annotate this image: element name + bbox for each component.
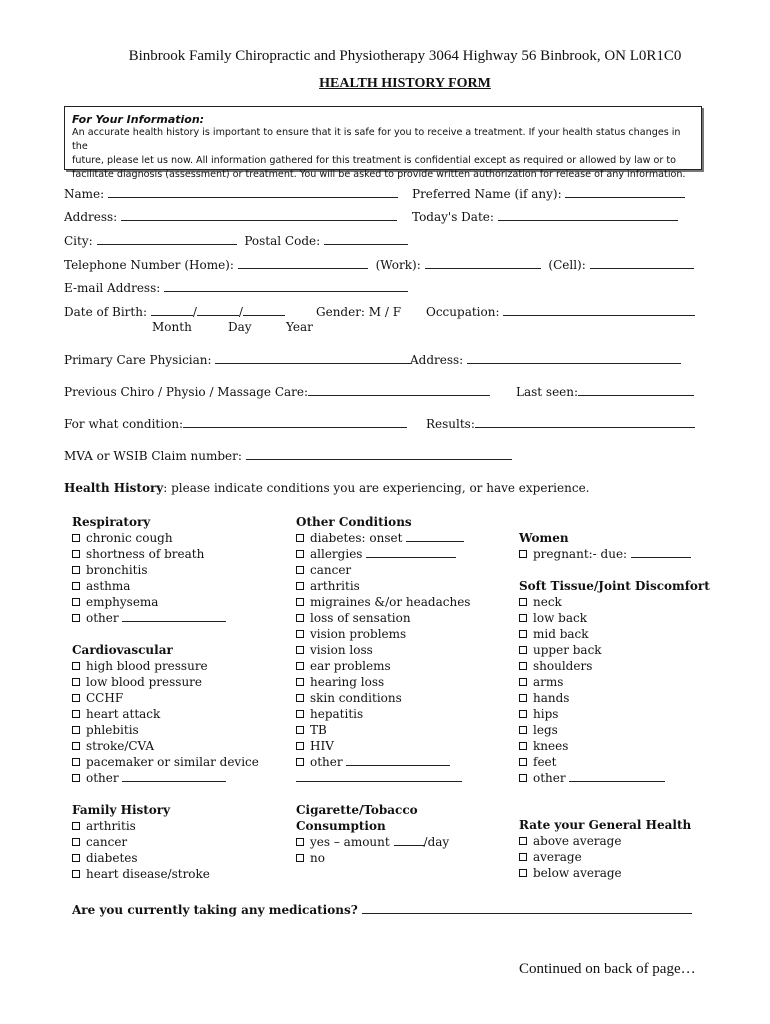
dob-day-caption: Day <box>228 320 252 334</box>
checkbox[interactable] <box>519 837 527 845</box>
item-label: hips <box>533 707 559 721</box>
item-label: shortness of breath <box>86 547 205 561</box>
item-label: loss of sensation <box>310 611 411 625</box>
item-label: feet <box>533 755 557 769</box>
pcp-address-blank[interactable] <box>467 353 681 364</box>
soft-tissue-item[interactable] <box>519 642 710 658</box>
checkbox[interactable] <box>72 838 80 846</box>
item-label: other <box>533 771 566 785</box>
item-label: hearing loss <box>310 675 385 689</box>
checkbox[interactable] <box>519 630 527 638</box>
soft-tissue-item[interactable] <box>519 658 710 674</box>
tobacco-heading: Cigarette/Tobacco <box>296 803 418 817</box>
primary-care-label: Primary Care Physician: <box>64 353 212 367</box>
other-extra-line[interactable] <box>296 770 470 786</box>
address-field[interactable] <box>64 210 397 224</box>
name-blank[interactable] <box>108 187 398 198</box>
condition-item[interactable] <box>296 754 470 770</box>
gender-field[interactable]: Gender: M / F <box>316 305 402 319</box>
checkbox[interactable] <box>296 646 304 654</box>
per-day-label: /day <box>423 835 450 849</box>
health-history-label: Health History <box>64 481 164 495</box>
checkbox[interactable] <box>72 726 80 734</box>
item-label: ear problems <box>310 659 391 673</box>
preferred-name-blank[interactable] <box>565 187 685 198</box>
telephone-home-blank[interactable] <box>238 258 368 269</box>
other-blank[interactable] <box>122 771 226 782</box>
continued-note: Continued on back of page… <box>519 961 696 977</box>
item-label: pacemaker or similar device <box>86 755 259 769</box>
results-field[interactable] <box>426 417 695 431</box>
checkbox[interactable] <box>72 550 80 558</box>
respiratory-item[interactable] <box>72 594 259 610</box>
checkbox[interactable] <box>296 630 304 638</box>
item-label: HIV <box>310 739 334 753</box>
soft-tissue-item[interactable] <box>519 610 710 626</box>
checkbox[interactable] <box>296 694 304 702</box>
cardiovascular-item[interactable] <box>72 690 259 706</box>
item-label: TB <box>310 723 327 737</box>
item-label: cancer <box>86 835 128 849</box>
item-label: other <box>86 611 119 625</box>
mva-label: MVA or WSIB Claim number: <box>64 449 242 463</box>
other-conditions-heading: Other Conditions <box>296 515 412 529</box>
dob-year-blank[interactable] <box>243 305 285 316</box>
soft-tissue-item[interactable] <box>519 722 710 738</box>
condition-item[interactable] <box>296 738 470 754</box>
item-label: below average <box>533 866 622 880</box>
condition-item[interactable] <box>296 530 470 546</box>
cardiovascular-item[interactable] <box>72 658 259 674</box>
checkbox[interactable] <box>72 774 80 782</box>
item-label: skin conditions <box>310 691 402 705</box>
checkbox[interactable] <box>72 566 80 574</box>
checkbox[interactable] <box>296 854 304 862</box>
city-blank[interactable] <box>97 234 237 245</box>
women-item[interactable] <box>519 546 691 562</box>
item-label: vision problems <box>310 627 407 641</box>
checkbox[interactable] <box>72 598 80 606</box>
item-label: chronic cough <box>86 531 173 545</box>
respiratory-heading: Respiratory <box>72 515 151 529</box>
due-blank[interactable] <box>631 547 691 558</box>
soft-tissue-item[interactable] <box>519 594 710 610</box>
results-blank[interactable] <box>475 417 695 428</box>
checkbox[interactable] <box>519 614 527 622</box>
item-label: low blood pressure <box>86 675 203 689</box>
cardiovascular-item[interactable] <box>72 722 259 738</box>
checkbox[interactable] <box>72 758 80 766</box>
condition-blank[interactable] <box>183 417 407 428</box>
item-label: low back <box>533 611 587 625</box>
mva-field[interactable] <box>64 449 512 463</box>
checkbox[interactable] <box>296 614 304 622</box>
checkbox[interactable] <box>72 710 80 718</box>
checkbox[interactable] <box>72 694 80 702</box>
women-heading: Women <box>519 531 569 545</box>
respiratory-item[interactable] <box>72 562 259 578</box>
checkbox[interactable] <box>296 534 304 542</box>
respiratory-item[interactable] <box>72 610 259 626</box>
general-health-item[interactable] <box>519 833 691 849</box>
item-label: diabetes <box>86 851 138 865</box>
soft-tissue-item[interactable] <box>519 738 710 754</box>
preferred-name-label: Preferred Name (if any): <box>412 187 562 201</box>
item-label: arthritis <box>86 819 136 833</box>
condition-item[interactable] <box>296 674 470 690</box>
checkbox[interactable] <box>519 758 527 766</box>
city-field[interactable] <box>64 234 408 248</box>
pcp-address-label: Address: <box>410 353 464 367</box>
email-label: E-mail Address: <box>64 281 161 295</box>
checkbox[interactable] <box>296 550 304 558</box>
dob-slash: / <box>238 305 243 319</box>
checkbox[interactable] <box>72 582 80 590</box>
item-label: pregnant:- due: <box>533 547 628 561</box>
name-field[interactable] <box>64 187 398 201</box>
dob-day-blank[interactable] <box>197 305 239 316</box>
clinic-header: Binbrook Family Chiropractic and Physiotherapy 3064 Highway 56 Binbrook, ON L0R1C0 <box>128 48 682 64</box>
item-label: other <box>86 771 119 785</box>
checkbox[interactable] <box>296 710 304 718</box>
pcp-address-field[interactable] <box>410 353 681 367</box>
checkbox[interactable] <box>296 678 304 686</box>
checkbox[interactable] <box>296 662 304 670</box>
dob-field[interactable] <box>64 305 285 319</box>
telephone-field[interactable] <box>64 258 694 272</box>
item-label: average <box>533 850 582 864</box>
occupation-blank[interactable] <box>503 305 695 316</box>
respiratory-item[interactable] <box>72 578 259 594</box>
address-label: Address: <box>64 210 118 224</box>
condition-item[interactable] <box>296 610 470 626</box>
postal-code-blank[interactable] <box>324 234 408 245</box>
checkbox[interactable] <box>72 662 80 670</box>
name-label: Name: <box>64 187 105 201</box>
item-label: arthritis <box>310 579 360 593</box>
info-heading: For Your Information: <box>72 113 205 126</box>
dob-month-blank[interactable] <box>151 305 193 316</box>
family-history-item[interactable] <box>72 866 259 882</box>
family-history-item[interactable] <box>72 818 259 834</box>
email-blank[interactable] <box>164 281 408 292</box>
checkbox[interactable] <box>519 598 527 606</box>
telephone-cell-blank[interactable] <box>590 258 694 269</box>
item-label: neck <box>533 595 562 609</box>
cardiovascular-item[interactable] <box>72 706 259 722</box>
item-label: mid back <box>533 627 589 641</box>
telephone-cell-label: (Cell): <box>548 258 586 272</box>
checkbox[interactable] <box>296 742 304 750</box>
checkbox[interactable] <box>519 678 527 686</box>
other-conditions-section <box>296 514 470 866</box>
condition-item[interactable] <box>296 706 470 722</box>
respiratory-item[interactable] <box>72 530 259 546</box>
telephone-work-blank[interactable] <box>425 258 541 269</box>
item-label: bronchitis <box>86 563 148 577</box>
item-label: stroke/CVA <box>86 739 155 753</box>
respiratory-item[interactable] <box>72 546 259 562</box>
condition-item[interactable] <box>296 562 470 578</box>
item-label: heart disease/stroke <box>86 867 210 881</box>
condition-item[interactable] <box>296 626 470 642</box>
general-health-item[interactable] <box>519 865 691 881</box>
condition-item[interactable] <box>296 578 470 594</box>
condition-item[interactable] <box>296 642 470 658</box>
checkbox[interactable] <box>519 710 527 718</box>
cardiovascular-item[interactable] <box>72 770 259 786</box>
checkbox[interactable] <box>519 869 527 877</box>
last-seen-blank[interactable] <box>578 385 694 396</box>
checkbox[interactable] <box>519 646 527 654</box>
results-label: Results: <box>426 417 475 431</box>
other-extra-blank[interactable] <box>296 771 462 782</box>
medications-field[interactable] <box>72 903 692 917</box>
condition-item[interactable] <box>296 722 470 738</box>
dob-month-caption: Month <box>152 320 192 334</box>
amount-blank[interactable] <box>394 835 424 846</box>
item-label: asthma <box>86 579 131 593</box>
family-history-item[interactable] <box>72 834 259 850</box>
checkbox[interactable] <box>72 854 80 862</box>
checkbox[interactable] <box>296 758 304 766</box>
checkbox[interactable] <box>296 598 304 606</box>
general-health-heading: Rate your General Health <box>519 818 692 832</box>
other-blank[interactable] <box>569 771 665 782</box>
respiratory-section <box>72 514 259 882</box>
condition-field[interactable] <box>64 417 407 431</box>
occupation-field[interactable] <box>426 305 695 319</box>
cardiovascular-item[interactable] <box>72 738 259 754</box>
telephone-work-label: (Work): <box>375 258 421 272</box>
previous-care-blank[interactable] <box>308 385 490 396</box>
cardiovascular-item[interactable] <box>72 674 259 690</box>
checkbox[interactable] <box>72 678 80 686</box>
item-label: vision loss <box>310 643 373 657</box>
item-label: CCHF <box>86 691 124 705</box>
preferred-name-field[interactable] <box>412 187 685 201</box>
todays-date-blank[interactable] <box>498 210 678 221</box>
health-history-text: : please indicate conditions you are experiencing, or have experience. <box>163 481 590 495</box>
item-label: legs <box>533 723 558 737</box>
form-title: HEALTH HISTORY FORM <box>319 76 491 91</box>
soft-tissue-item[interactable] <box>519 754 710 770</box>
checkbox[interactable] <box>72 534 80 542</box>
checkbox[interactable] <box>296 566 304 574</box>
checkbox[interactable] <box>519 726 527 734</box>
dob-label: Date of Birth: <box>64 305 147 319</box>
soft-tissue-item[interactable] <box>519 626 710 642</box>
info-box <box>64 106 702 180</box>
item-label: knees <box>533 739 569 753</box>
info-line: future, please let us now. All information gathered for this treatment is confidential except as required or allowed by law or to <box>72 155 677 166</box>
checkbox[interactable] <box>519 662 527 670</box>
soft-tissue-item[interactable] <box>519 674 710 690</box>
todays-date-field[interactable] <box>412 210 678 224</box>
primary-care-blank[interactable] <box>215 353 411 364</box>
previous-care-label: Previous Chiro / Physio / Massage Care: <box>64 385 309 399</box>
info-line: An accurate health history is important to ensure that it is safe for you to receive a treatment. If your health status changes in the <box>72 127 681 152</box>
soft-tissue-item[interactable] <box>519 770 710 786</box>
condition-item[interactable] <box>296 546 470 562</box>
previous-care-field[interactable] <box>64 385 490 399</box>
city-label: City: <box>64 234 93 248</box>
tobacco-yes[interactable] <box>296 834 470 850</box>
telephone-home-label: Telephone Number (Home): <box>64 258 234 272</box>
onset-blank[interactable] <box>406 531 464 542</box>
item-label: hepatitis <box>310 707 364 721</box>
item-label: emphysema <box>86 595 159 609</box>
email-field[interactable] <box>64 281 408 295</box>
soft-tissue-heading: Soft Tissue/Joint Discomfort <box>519 579 710 593</box>
checkbox[interactable] <box>519 853 527 861</box>
allergies-blank[interactable] <box>366 547 456 558</box>
item-label: heart attack <box>86 707 161 721</box>
item-label: no <box>310 851 325 865</box>
other-blank[interactable] <box>122 611 226 622</box>
checkbox[interactable] <box>72 870 80 878</box>
checkbox[interactable] <box>296 838 304 846</box>
family-history-item[interactable] <box>72 850 259 866</box>
todays-date-label: Today's Date: <box>412 210 494 224</box>
occupation-label: Occupation: <box>426 305 500 319</box>
condition-label: For what condition: <box>64 417 184 431</box>
item-label: arms <box>533 675 564 689</box>
primary-care-field[interactable] <box>64 353 411 367</box>
soft-tissue-item[interactable] <box>519 706 710 722</box>
last-seen-label: Last seen: <box>516 385 579 399</box>
last-seen-field[interactable] <box>516 385 694 399</box>
item-label: diabetes: onset <box>310 531 403 545</box>
checkbox[interactable] <box>296 726 304 734</box>
item-label: cancer <box>310 563 352 577</box>
cardiovascular-heading: Cardiovascular <box>72 643 173 657</box>
soft-tissue-section <box>519 578 710 786</box>
checkbox[interactable] <box>519 550 527 558</box>
item-label: hands <box>533 691 570 705</box>
item-label: above average <box>533 834 622 848</box>
checkbox[interactable] <box>72 614 80 622</box>
medications-blank[interactable] <box>362 903 692 914</box>
checkbox[interactable] <box>296 582 304 590</box>
checkbox[interactable] <box>519 742 527 750</box>
family-history-heading: Family History <box>72 803 171 817</box>
item-label: allergies <box>310 547 363 561</box>
general-health-item[interactable] <box>519 849 691 865</box>
checkbox[interactable] <box>72 822 80 830</box>
condition-item[interactable] <box>296 594 470 610</box>
checkbox[interactable] <box>519 694 527 702</box>
item-label: shoulders <box>533 659 593 673</box>
condition-item[interactable] <box>296 690 470 706</box>
info-line: facilitate diagnosis (assessment) or treatment. You will be asked to provide written authorization for release of any information. <box>72 169 686 180</box>
women-section <box>519 530 691 562</box>
condition-item[interactable] <box>296 658 470 674</box>
dob-year-caption: Year <box>286 320 313 334</box>
tobacco-heading-2: Consumption <box>296 819 386 833</box>
item-label: migraines &/or headaches <box>310 595 471 609</box>
general-health-section <box>519 817 691 881</box>
item-label: upper back <box>533 643 602 657</box>
item-label: other <box>310 755 343 769</box>
soft-tissue-item[interactable] <box>519 690 710 706</box>
postal-code-label: Postal Code: <box>244 234 321 248</box>
dob-slash: / <box>192 305 197 319</box>
checkbox[interactable] <box>72 742 80 750</box>
cardiovascular-item[interactable] <box>72 754 259 770</box>
item-label: yes – amount <box>310 835 390 849</box>
item-label: phlebitis <box>86 723 139 737</box>
health-history-intro <box>64 481 590 495</box>
item-label: high blood pressure <box>86 659 208 673</box>
tobacco-no[interactable] <box>296 850 470 866</box>
checkbox[interactable] <box>519 774 527 782</box>
other-blank[interactable] <box>346 755 450 766</box>
medications-label: Are you currently taking any medications? <box>72 903 358 917</box>
mva-blank[interactable] <box>246 449 512 460</box>
address-blank[interactable] <box>121 210 397 221</box>
